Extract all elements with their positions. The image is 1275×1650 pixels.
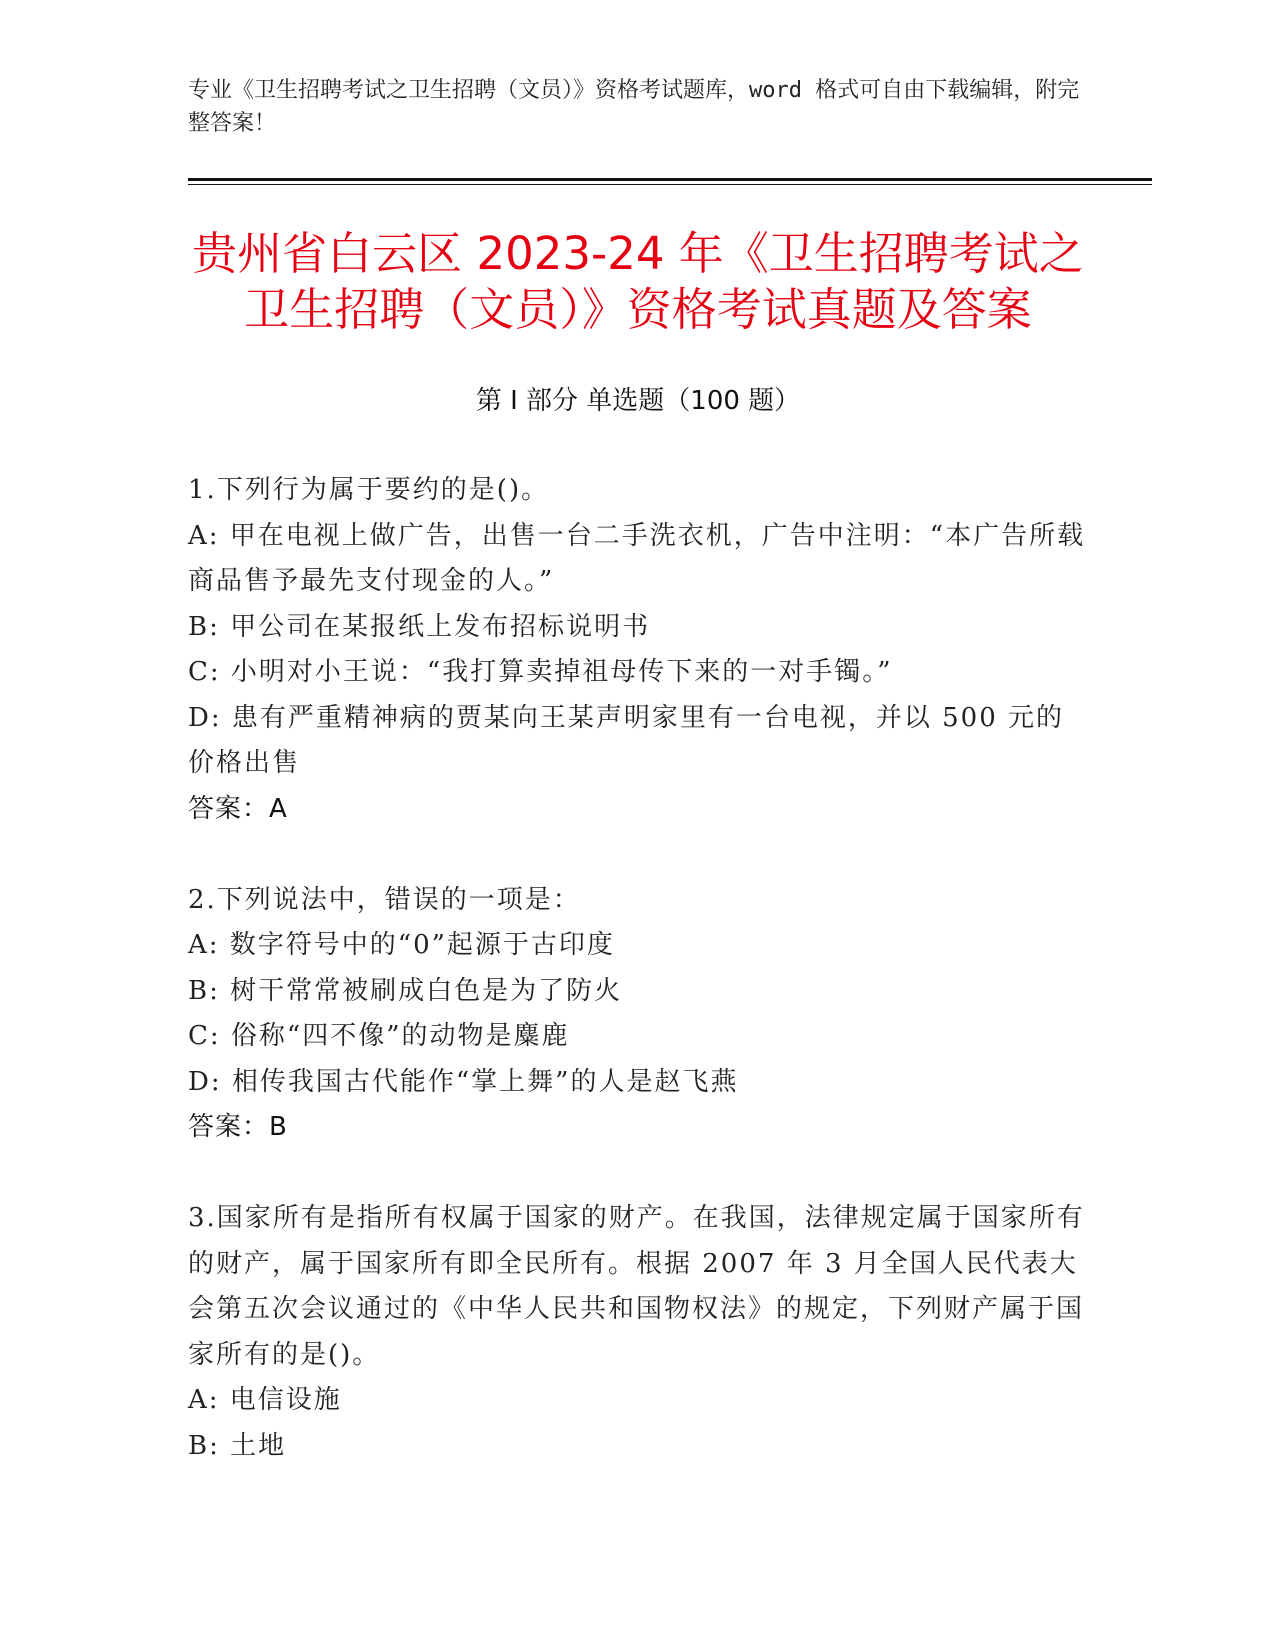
option-a: A: 电信设施 [188,1385,342,1415]
question-stem: 1.下列行为属于要约的是()。 [188,475,550,505]
question-3 [188,1196,1088,1469]
question-list [188,468,1088,1515]
option-d: D: 相传我国古代能作“掌上舞”的人是赵飞燕 [188,1066,739,1097]
answer: 答案：A [188,793,288,824]
question-stem: 3.国家所有是指所有权属于国家的财产。在我国，法律规定属于国家所有的财产，属于国家所有即全民所有。根据 2007 年 3 月全国人民代表大会第五次会议通过的《中华人民共和国物权法》的规定，下列财产属于国家所有的是()。 [188,1203,1085,1370]
option-d: D: 患有严重精神病的贾某向王某声明家里有一台电视，并以 500 元的价格出售 [188,702,1065,778]
document-title [188,226,1088,338]
option-c: C: 俗称“四不像”的动物是麋鹿 [188,1021,570,1051]
question-stem: 2.下列说法中，错误的一项是： [188,884,581,915]
option-b: B: 甲公司在某报纸上发布招标说明书 [188,611,651,642]
question-2 [188,878,1088,1151]
option-a: A: 甲在电视上做广告，出售一台二手洗衣机，广告中注明：“本广告所载商品售予最先支付现金的人。” [188,520,1086,596]
option-b: B: 树干常常被刷成白色是为了防火 [188,975,623,1006]
header-rule-thin [188,184,1152,185]
option-a: A: 数字符号中的“0”起源于古印度 [188,930,615,960]
title-line-2: 卫生招聘（文员）》资格考试真题及答案 [244,283,1032,336]
title-line-1: 贵州省白云区 2023-24 年《卫生招聘考试之 [192,227,1084,280]
option-b: B: 土地 [188,1430,287,1461]
header-rule-thick [188,178,1152,181]
question-1 [188,468,1088,832]
section-title: 第 I 部分 单选题（100 题） [475,386,801,416]
header-note: 专业《卫生招聘考试之卫生招聘（文员）》资格考试题库，word 格式可自由下载编辑，附完整答案！ [188,78,1080,136]
answer: 答案：B [188,1112,288,1142]
option-c: C: 小明对小王说：“我打算卖掉祖母传下来的一对手镯。” [188,657,893,687]
